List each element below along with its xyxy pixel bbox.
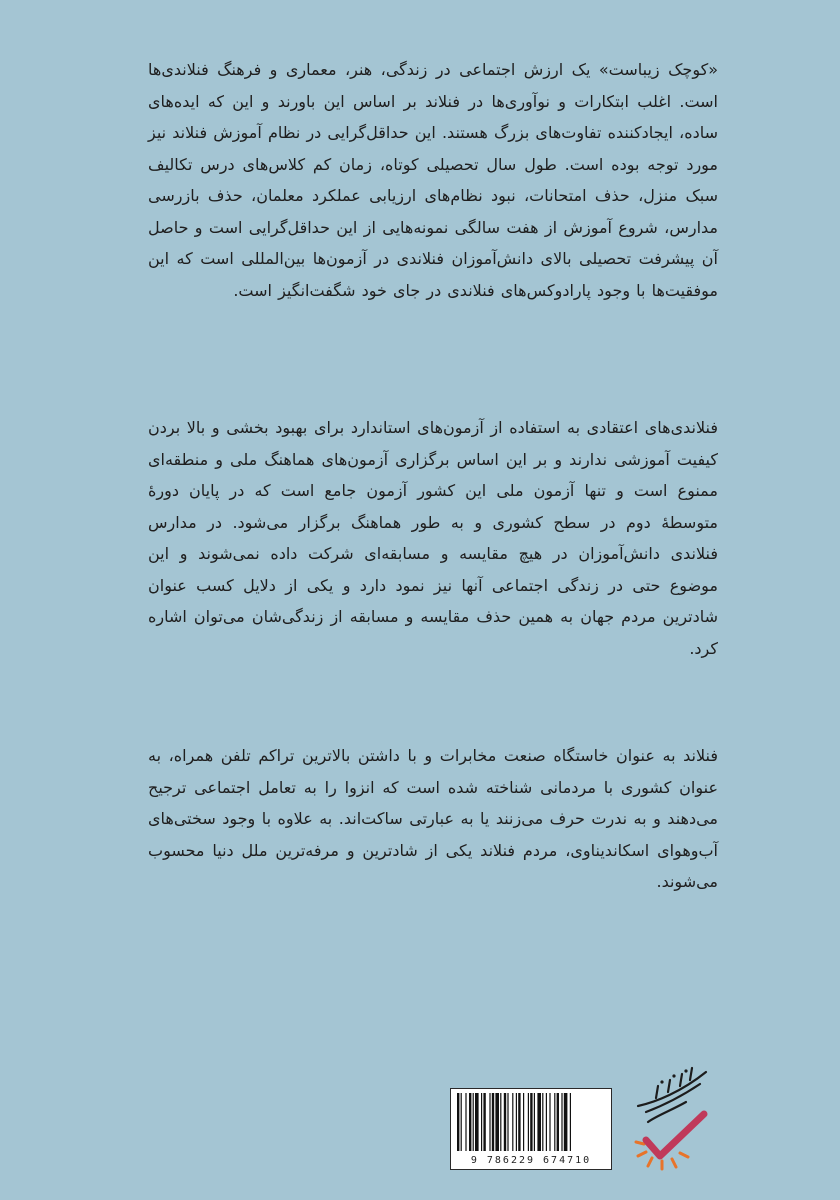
barcode-bars bbox=[455, 1093, 607, 1151]
barcode-bar bbox=[512, 1093, 513, 1151]
back-cover-paragraph-1: «کوچک زیباست» یک ارزش اجتماعی در زندگی، هنر، معماری و فرهنگ فنلاندی‌ها است. اغلب ابتکارات و نوآوری‌ها در فنلاند بر اساس این باورند و این که ایده‌های ساده، ایجادکننده تفاوت‌های بزرگ هستند. این حداقل‌گرایی در نظام آموزش فنلاند نیز مورد توجه بوده است. طول سال تحصیلی کوتاه، زمان کم کلاس‌های درس تکالیف سبک منزل، حذف امتحانات، نبود نظام‌های ارزیابی عملکرد معلمان، حذف بازرسی مدارس، شروع آموزش از هفت سالگی نمونه‌هایی از این حداقل‌گرایی است و حاصل آن پیشرفت تحصیلی بالای دانش‌آموزان فنلاندی در آزمون‌ها بین‌المللی است که این موفقیت‌ها با وجود پارادوکس‌های فنلاندی در جای خود شگفت‌انگیز است. bbox=[148, 60, 718, 300]
barcode-bar bbox=[554, 1093, 555, 1151]
barcode-bar bbox=[461, 1093, 462, 1151]
barcode-bar bbox=[481, 1093, 482, 1151]
isbn-number: 9 786229 674710 bbox=[470, 1155, 592, 1166]
barcode-bar bbox=[500, 1093, 501, 1151]
barcode-bar bbox=[473, 1093, 474, 1151]
barcode-bar bbox=[530, 1093, 532, 1151]
isbn-barcode bbox=[450, 1088, 612, 1170]
barcode-bar bbox=[475, 1093, 479, 1151]
barcode-bar bbox=[534, 1093, 535, 1151]
barcode-bar bbox=[542, 1093, 543, 1151]
barcode-bar bbox=[528, 1093, 529, 1151]
checkmark-sun-icon bbox=[626, 1062, 716, 1172]
barcode-bar bbox=[518, 1093, 520, 1151]
barcode-bar bbox=[504, 1093, 506, 1151]
barcode-bar bbox=[546, 1093, 547, 1151]
barcode-bar bbox=[537, 1093, 541, 1151]
publisher-logo bbox=[626, 1062, 716, 1172]
barcode-bar bbox=[516, 1093, 517, 1151]
barcode-bar bbox=[465, 1093, 466, 1151]
barcode-bar bbox=[495, 1093, 499, 1151]
barcode-bar bbox=[492, 1093, 494, 1151]
barcode-bar bbox=[469, 1093, 471, 1151]
barcode-bar bbox=[507, 1093, 508, 1151]
barcode-bar bbox=[483, 1093, 485, 1151]
barcode-bar bbox=[549, 1093, 550, 1151]
barcode-bar bbox=[561, 1093, 562, 1151]
barcode-bar bbox=[457, 1093, 459, 1151]
back-cover-paragraph-3: فنلاند به عنوان خاستگاه صنعت مخابرات و با داشتن بالاترین تراکم تلفن همراه، به عنوان کشوری با مردمانی شناخته شده است که انزوا را به تعامل اجتماعی ترجیح می‌دهند و به ندرت حرف می‌زنند یا به عبارتی ساکت‌اند. به علاوه با وجود سختی‌های آب‌وهوای اسکاندیناوی، مردم فنلاند یکی از شادترین و مرفه‌ترین ملل دنیا محسوب می‌شوند. bbox=[148, 746, 718, 891]
barcode-bar bbox=[523, 1093, 524, 1151]
barcode-bar bbox=[557, 1093, 559, 1151]
barcode-bar bbox=[489, 1093, 490, 1151]
barcode-bar bbox=[564, 1093, 568, 1151]
barcode-bar bbox=[570, 1093, 571, 1151]
back-cover-paragraph-2: فنلاندی‌های اعتقادی به استفاده از آزمون‌های استاندارد برای بهبود بخشی و بالا بردن کیفیت آموزشی ندارند و بر این اساس برگزاری آزمون‌های هماهنگ ملی و منطقه‌ای ممنوع است و تنها آزمون ملی این کشور آزمون جامع است که در پایان دورهٔ متوسطهٔ دوم در سطح کشوری و به طور هماهنگ برگزار می‌شود. در مدارس فنلاندی دانش‌آموزان در هیچ مقایسه و مسابقه‌ای شرکت داده نمی‌شوند و این موضوع حتی در زندگی اجتماعی آنها نیز نمود دارد و یکی از دلایل کسب عنوان شادترین مردم جهان به همین حذف مقایسه و مسابقه از زندگی‌شان می‌توان اشاره کرد. bbox=[148, 418, 718, 658]
